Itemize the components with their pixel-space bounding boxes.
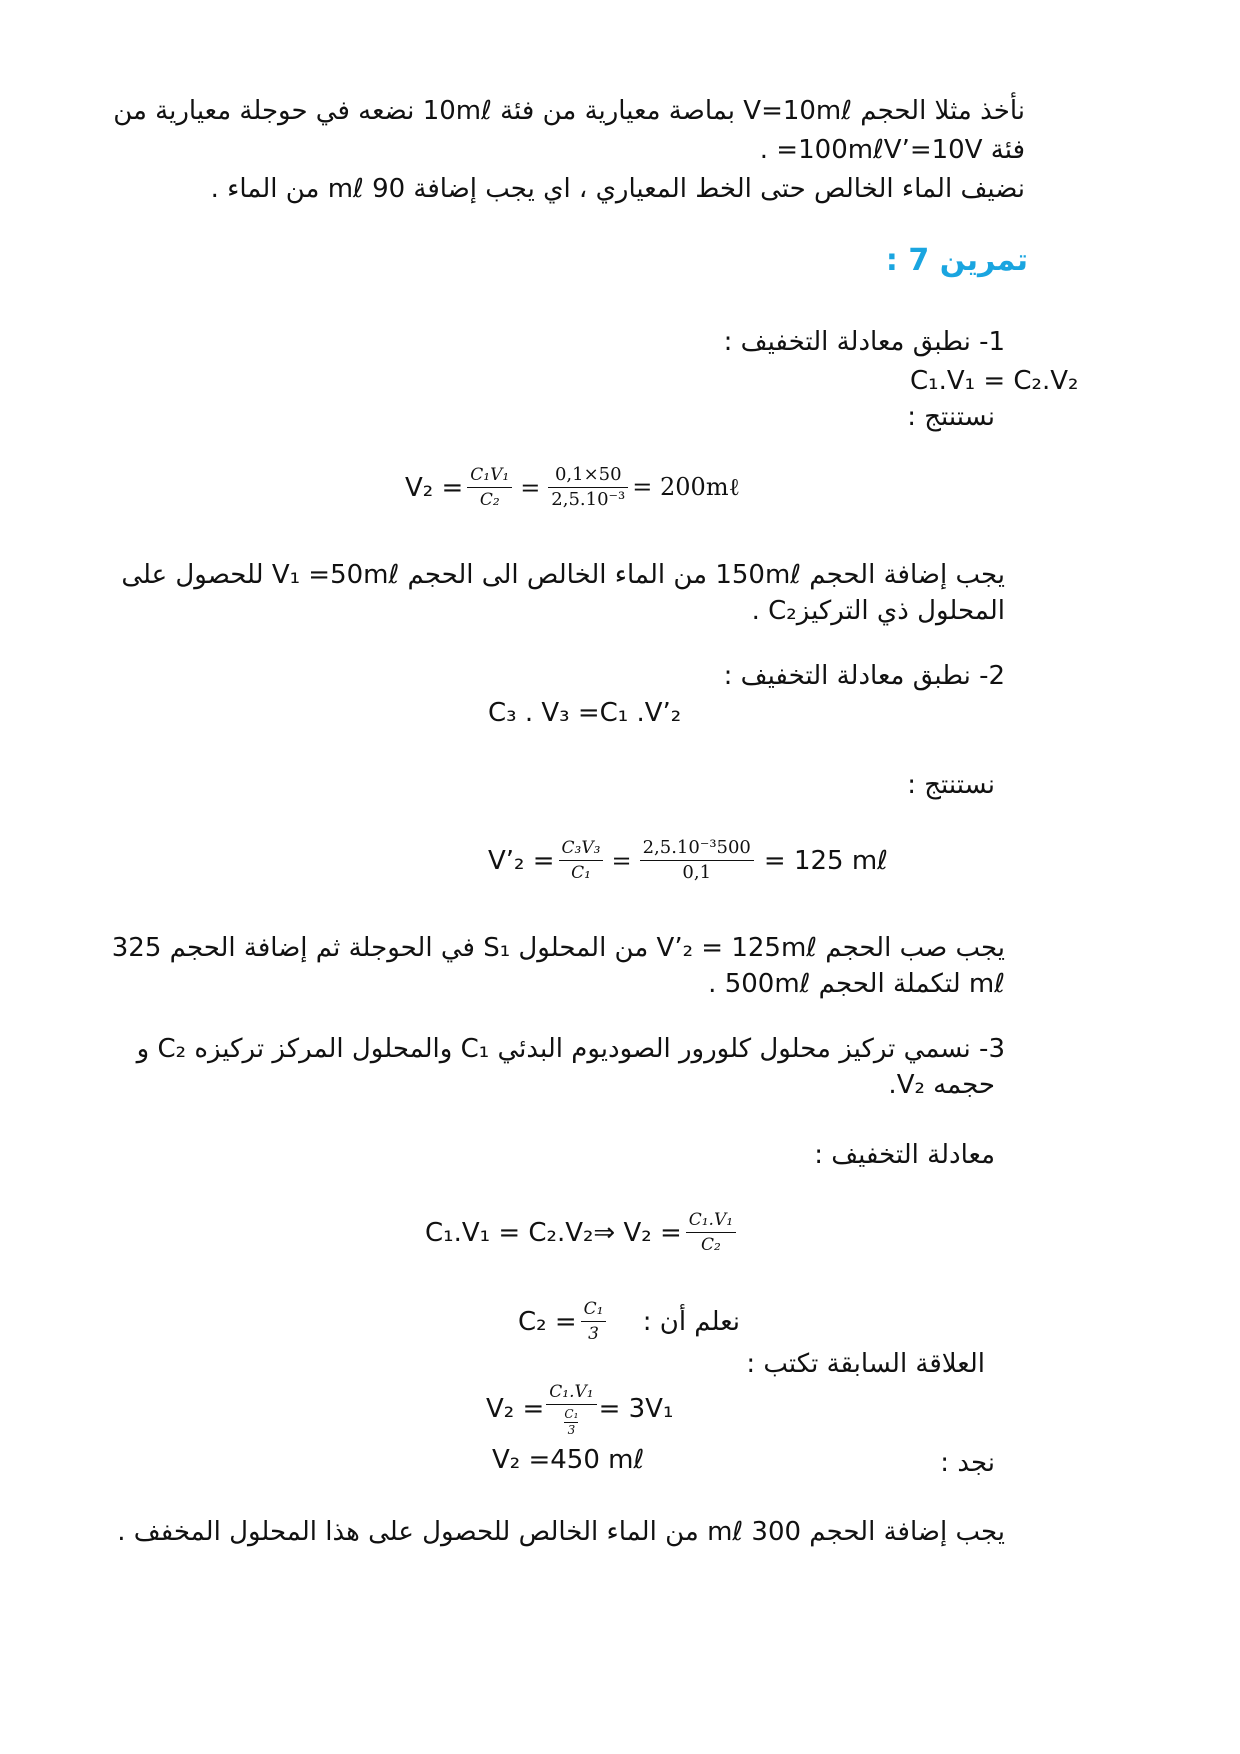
part1-frac1-denominator: C₂: [479, 490, 500, 510]
intro-line-3: نضيف الماء الخالص حتى الخط المعياري ، اي يجب إضافة 90 mℓ من الماء .: [210, 174, 1025, 204]
part1-label: 1- نطبق معادلة التخفيف :: [723, 327, 1005, 357]
part2-eq-result: = 125 mℓ: [763, 845, 888, 876]
part3-label-line-1: 3- نسمي تركيز محلول كلورور الصوديوم البدئي C₁ والمحلول المركز تركيزه C₂ و: [136, 1034, 1005, 1064]
part3-relation-label: العلاقة السابقة تكتب :: [746, 1349, 985, 1379]
part1-fraction-symbolic: [467, 463, 512, 512]
part2-conclusion-line-2: mℓ لتكملة الحجم 500mℓ .: [708, 969, 1005, 999]
part3-conclusion: يجب إضافة الحجم 300 mℓ من الماء الخالص للحصول على هذا المحلول المخفف .: [117, 1517, 1005, 1547]
part3-eq3-left: V₂ =: [486, 1394, 545, 1424]
part1-frac1-numerator: C₁V₁: [467, 463, 512, 488]
part2-frac1-numerator: C₃V₃: [559, 836, 604, 861]
part1-formula: C₁.V₁ = C₂.V₂: [910, 366, 1079, 396]
part3-equation-4: V₂ =450 mℓ: [492, 1445, 645, 1475]
part3-know-text: نعلم أن :: [642, 1307, 740, 1337]
intro-line-2: فئة 100mℓV’=10V= .: [759, 135, 1025, 165]
part3-eq3-nested-fraction: [564, 1407, 578, 1438]
part2-frac1-denominator: C₁: [571, 863, 591, 883]
part3-eq1-left: C₁.V₁ = C₂.V₂⇒ V₂ =: [425, 1217, 682, 1248]
part3-eq3-denominator: [546, 1405, 596, 1438]
part3-equation-2: [518, 1297, 610, 1346]
equals-sign: =: [520, 473, 541, 502]
part3-eq2-numerator: C₁: [581, 1297, 607, 1322]
part3-eq3-fraction: [546, 1380, 596, 1438]
part3-label-line-2: حجمه V₂.: [888, 1070, 995, 1100]
part1-equation: [405, 463, 740, 512]
part1-eq-left: V₂ =: [405, 472, 464, 503]
part2-fraction-numeric: [640, 836, 754, 885]
part1-frac2-denominator: 2,5.10⁻³: [551, 489, 626, 510]
part3-dilution-label: معادلة التخفيف :: [814, 1140, 995, 1170]
part1-conclusion-line-2: المحلول ذي التركيزC₂ .: [751, 596, 1005, 626]
part3-equation-3: [486, 1380, 673, 1438]
part2-deduce: نستنتج :: [907, 770, 995, 800]
part2-conclusion-line-1: يجب صب الحجم V’₂ = 125mℓ من المحلول S₁ في الحوجلة ثم إضافة الحجم 325: [111, 933, 1005, 963]
part1-eq-result: = 200mℓ: [632, 473, 741, 501]
part1-fraction-numeric: [548, 463, 628, 512]
part3-equation-1: [425, 1208, 740, 1257]
part3-eq2-denominator: 3: [588, 1324, 599, 1344]
part3-find-label: نجد :: [940, 1448, 995, 1478]
part3-eq2-left: C₂ =: [518, 1306, 577, 1337]
part3-eq2-fraction: [581, 1297, 607, 1346]
exercise-title: تمرين 7 :: [885, 243, 1028, 278]
part2-formula: C₃ . V₃ =C₁ .V’₂: [488, 698, 682, 728]
part3-eq1-denominator: C₂: [700, 1235, 721, 1255]
part3-eq3-nested-denominator: 3: [567, 1423, 576, 1437]
part2-fraction-symbolic: [559, 836, 604, 885]
equals-sign: =: [611, 846, 632, 875]
part3-eq1-numerator: C₁.V₁: [686, 1208, 736, 1233]
part2-label: 2- نطبق معادلة التخفيف :: [723, 661, 1005, 691]
part3-eq1-fraction: [686, 1208, 736, 1257]
part1-deduce: نستنتج :: [907, 402, 995, 432]
part3-eq3-result: = 3V₁: [598, 1394, 674, 1424]
part2-equation: [488, 836, 888, 885]
part2-eq-left: V’₂ =: [488, 845, 555, 876]
intro-line-1: نأخذ مثلا الحجم V=10mℓ بماصة معيارية من فئة 10mℓ نضعه في حوجلة معيارية من: [113, 96, 1025, 126]
part1-frac2-numerator: 0,1×50: [548, 463, 628, 488]
part2-frac2-denominator: 0,1: [682, 862, 712, 883]
part2-frac2-numerator: 2,5.10⁻³500: [640, 836, 754, 861]
part1-conclusion-line-1: يجب إضافة الحجم 150mℓ من الماء الخالص الى الحجم V₁ =50mℓ للحصول على: [121, 560, 1005, 590]
part3-eq3-numerator: C₁.V₁: [546, 1380, 596, 1405]
part3-eq3-nested-numerator: C₁: [564, 1407, 579, 1421]
